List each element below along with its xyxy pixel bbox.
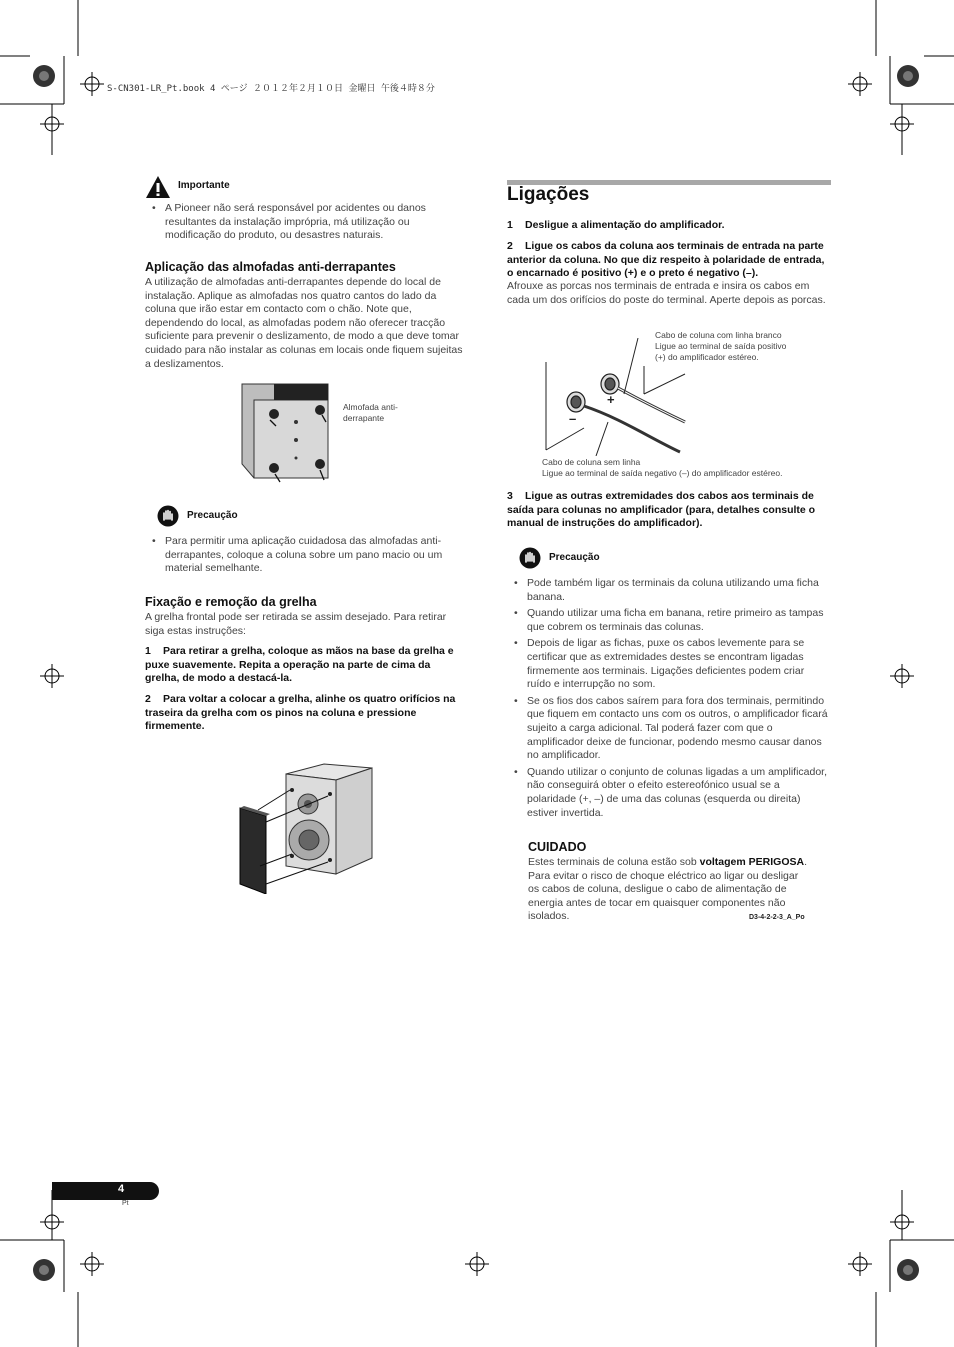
grille-illustration [236, 746, 376, 894]
plus-sign: + [607, 392, 615, 407]
page-title: Ligações [507, 184, 590, 205]
cuidado-code: D3-4-2-2-3_A_Po [749, 914, 805, 921]
grelha-body: A grelha frontal pode ser retirada se assim desejado. Para retirar siga estas instruções: [145, 611, 447, 637]
almofadas-heading: Aplicação das almofadas anti-derrapantes [145, 260, 396, 274]
caution-hand-icon [157, 505, 179, 527]
ligacoes-step-3: 3 Ligue as outras extremidades dos cabos aos terminais de saída para colunas no amplificador (para, detalhes consulte o manual de instruções do amplificador). [507, 490, 816, 530]
fig-label-bottom-2: Ligue ao terminal de saída negativo (–) do amplificador estéreo. [542, 468, 783, 478]
ligacoes-step-1: 1 Desligue a alimentação do amplificador. [507, 219, 725, 231]
page-number: 4 [118, 1183, 125, 1195]
cuidado-heading: CUIDADO [528, 840, 587, 854]
page-number-tab [52, 1182, 159, 1200]
fig-label-top-2: Ligue ao terminal de saída positivo [655, 341, 787, 351]
list-item: • A Pioneer não será responsável por acidentes ou danos resultantes da instalação imprópria, má utilização ou modificação do produto, ou desastres naturais. [145, 202, 467, 243]
terminal-connection-illustration [540, 338, 690, 456]
almofadas-body: A utilização de almofadas anti-derrapantes depende do local de instalação. Aplique as almofadas nos quatro cantos do lado da coluna que irão estar em contacto com o chão. Note que, dependendo do local, as almofadas podem não oferecer tracção suficiente para prevenir o deslizamento, de modo a que deve tomar cuidado para não instalar as colunas em locais onde fiquem sujeitas a deslizamentos. [145, 276, 463, 370]
precaucao-list-left [145, 535, 467, 579]
list-item: • Se os fios dos cabos saírem para fora dos terminais, permitindo que fiquem em contacto uns com os outros, o amplificador ficará sujeito a carga adicional. Tal poderá fazer com que o amplificador deixe de funcionar, podendo mesmo causar danos no amplificador. [507, 695, 831, 763]
list-item: • Pode também ligar os terminais da coluna utilizando uma ficha banana. [507, 577, 831, 604]
grelha-heading: Fixação e remoção da grelha [145, 595, 317, 609]
grelha-step-1: 1 Para retirar a grelha, coloque as mãos na base da grelha e puxe suavemente. Repita a operação na parte de cima da grelha, de modo a destacá-la. [145, 645, 454, 685]
almofada-label-1: Almofada anti- [343, 402, 398, 412]
list-item: • Quando utilizar uma ficha em banana, retire primeiro as tampas que cobrem os terminais das colunas. [507, 607, 831, 634]
print-header: S-CN301-LR_Pt.book 4 ページ ２０１２年２月１０日 金曜日 午後４時８分 [107, 84, 435, 94]
list-item: • Quando utilizar o conjunto de colunas ligadas a um amplificador, não conseguirá obter o efeito estereofónico usual se a polaridade (+, –) de uma das colunas (esquerda ou direita) estiver invertida. [507, 766, 831, 820]
precaucao-list-right [507, 577, 831, 823]
ligacoes-step-2-body: Afrouxe as porcas nos terminais de entrada e insira os cabos em cada um dos orifícios do poste do terminal. Aperte depois as porcas. [507, 280, 826, 306]
minus-sign: – [569, 411, 577, 426]
caution-hand-icon [519, 547, 541, 569]
list-item: • Depois de ligar as fichas, puxe os cabos levemente para se certificar que as extremidades destes se encontram ligadas firmemente aos terminais. Ligações deficientes podem criar ruído e interrupção no som. [507, 637, 831, 691]
almofada-label-2: derrapante [343, 413, 385, 423]
speaker-base-illustration [240, 382, 340, 490]
ligacoes-step-2: 2 Ligue os cabos da coluna aos terminais de entrada na parte anterior da coluna. No que diz respeito à polaridade de entrada, o encarnado é positivo (+) e o preto é negativo (–). [507, 240, 825, 280]
fig-label-bottom-1: Cabo de coluna sem linha [542, 457, 641, 467]
importante-label: Importante [178, 180, 230, 191]
page-lang: Pt [122, 1200, 129, 1207]
warning-hand-icon [145, 175, 171, 199]
list-item: • Para permitir uma aplicação cuidadosa das almofadas anti-derrapantes, coloque a coluna sobre um pano macio ou um material semelhante. [145, 535, 467, 576]
precaucao-label-left: Precaução [187, 510, 238, 521]
grelha-step-2: 2 Para voltar a colocar a grelha, alinhe os quatro orifícios na traseira da grelha com os pinos na coluna e pressione firmemente. [145, 693, 456, 733]
importante-list [145, 202, 467, 246]
cuidado-body: Estes terminais de coluna estão sob voltagem PERIGOSA. Para evitar o risco de choque eléctrico ao ligar ou desligar os cabos de coluna, desligue o cabo de alimentação de energia antes de tocar em quaisquer componentes não isolados. [528, 856, 807, 923]
precaucao-label-right: Precaução [549, 552, 600, 563]
fig-label-top-1: Cabo de coluna com linha branco [655, 330, 782, 340]
fig-label-top-3: (+) do amplificador estéreo. [655, 352, 759, 362]
